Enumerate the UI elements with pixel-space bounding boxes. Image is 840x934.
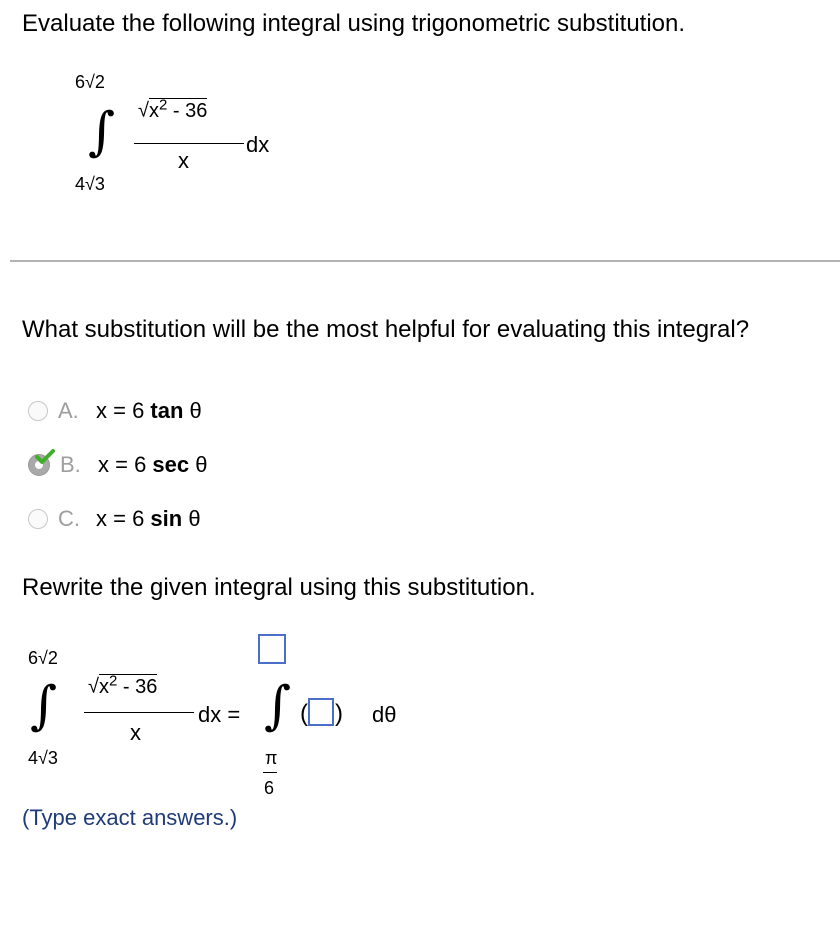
option-c[interactable] [28, 506, 201, 532]
rewrite-prompt: Rewrite the given integral using this substitution. [22, 574, 536, 601]
option-letter: A. [58, 398, 79, 423]
integrand-answer-box[interactable] [308, 698, 334, 726]
lower-bound-fraction-bar [263, 772, 277, 773]
option-letter: C. [58, 506, 80, 531]
checkmark-icon [35, 449, 55, 465]
option-text: x = 6 sin θ [96, 506, 201, 531]
denominator: x [130, 720, 141, 745]
upper-bound-answer-box[interactable] [258, 634, 286, 664]
close-paren: ) [335, 700, 343, 727]
fraction-bar [84, 712, 194, 713]
denominator: x [178, 148, 189, 173]
problem-prompt: Evaluate the following integral using trigonometric substitution. [22, 10, 686, 37]
integral-sign: ∫ [264, 676, 292, 736]
radicand: $x^2 - 36$ [98, 672, 158, 698]
lower-limit: 4√3 [75, 174, 105, 194]
numerator [138, 96, 207, 123]
radio-button-selected[interactable] [28, 454, 50, 476]
lower-bound-numerator: π [265, 748, 278, 768]
option-b[interactable] [28, 452, 208, 478]
integral-sign: ∫ [88, 102, 116, 162]
answer-hint: (Type exact answers.) [22, 805, 238, 830]
equals-text: dx = [198, 702, 241, 727]
option-a[interactable] [28, 398, 202, 424]
section-divider [10, 260, 840, 262]
question-text: What substitution will be the most helpful for evaluating this integral? [22, 316, 750, 343]
upper-limit: 6√2 [75, 72, 105, 92]
numerator [88, 672, 157, 699]
integral-expression [60, 70, 320, 210]
differential: dx [246, 132, 270, 157]
option-letter: B. [60, 452, 81, 477]
upper-limit: 6√2 [28, 648, 58, 668]
radical-sign: √ [88, 675, 99, 698]
option-text: x = 6 sec θ [98, 452, 208, 477]
radio-button[interactable] [28, 509, 48, 529]
radicand: $x^2 - 36$ [148, 96, 208, 122]
lower-bound-denominator: 6 [264, 778, 275, 798]
radio-button[interactable] [28, 401, 48, 421]
radical-sign: √ [138, 99, 149, 122]
rewrite-integral-expression [22, 630, 522, 800]
differential: dθ [372, 702, 397, 727]
lower-limit: 4√3 [28, 748, 58, 768]
fraction-bar [134, 143, 244, 144]
option-text: x = 6 tan θ [96, 398, 202, 423]
open-paren: ( [300, 700, 308, 727]
integral-sign: ∫ [30, 676, 58, 736]
